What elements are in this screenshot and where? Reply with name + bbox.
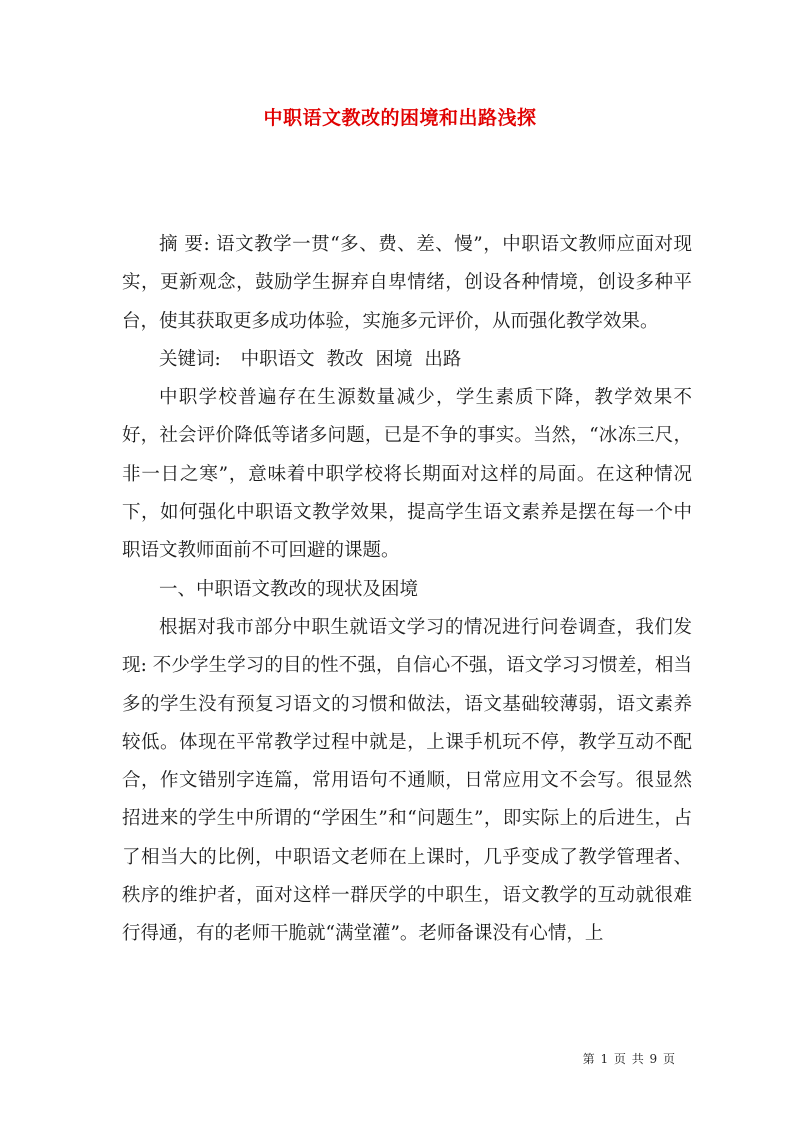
keywords-label: 关键词:	[159, 348, 221, 370]
document-title: 中职语文教改的困境和出路浅探	[263, 107, 537, 129]
section-paragraph: 根据对我市部分中职生就语文学习的情况进行问卷调查，我们发现: 不少学生学习的目的性不强，自信心不强，语文学习习惯差，相当多的学生没有预复习语文的习惯和做法，语文基础较薄弱，语文素养较低。体现在平常教学过程中就是，上课手机玩不停，教学互动不配合，作文错别字连篇，常用语句不通顺，日常应用文不会写。很显然招进来的学生中所谓的“学困生”和“问题生”，即实际上的后进生，占了相当大的比例，中职语文老师在上课时，几乎变成了教学管理者、秩序的维护者，面对这样一群厌学的中职生，语文教学的互动就很难行得通，有的老师干脆就“满堂灌”。老师备课没有心情，上	[122, 616, 692, 945]
keyword-item: 中职语文	[240, 348, 315, 370]
keywords-line	[122, 341, 692, 379]
page-number: 第 1 页 共 9 页	[582, 1052, 676, 1066]
keyword-item: 出路	[424, 348, 462, 370]
section-heading: 一、中职语文教改的现状及困境	[159, 578, 419, 600]
abstract-paragraph: 摘 要: 语文教学一贯“多、费、差、慢”，中职语文教师应面对现实，更新观念，鼓励学生摒弃自卑情绪，创设各种情境，创设多种平台，使其获取更多成功体验，实施多元评价，从而强化教学效果。	[122, 234, 692, 332]
keyword-item: 困境	[375, 348, 413, 370]
keyword-item: 教改	[326, 348, 364, 370]
document-body	[122, 226, 692, 954]
intro-paragraph: 中职学校普遍存在生源数量减少，学生素质下降，教学效果不好，社会评价降低等诸多问题，已是不争的事实。当然，“冰冻三尺，非一日之寒”，意味着中职学校将长期面对这样的局面。在这种情况下，如何强化中职语文教学效果，提高学生语文素养是摆在每一个中职语文教师面前不可回避的课题。	[122, 387, 692, 562]
